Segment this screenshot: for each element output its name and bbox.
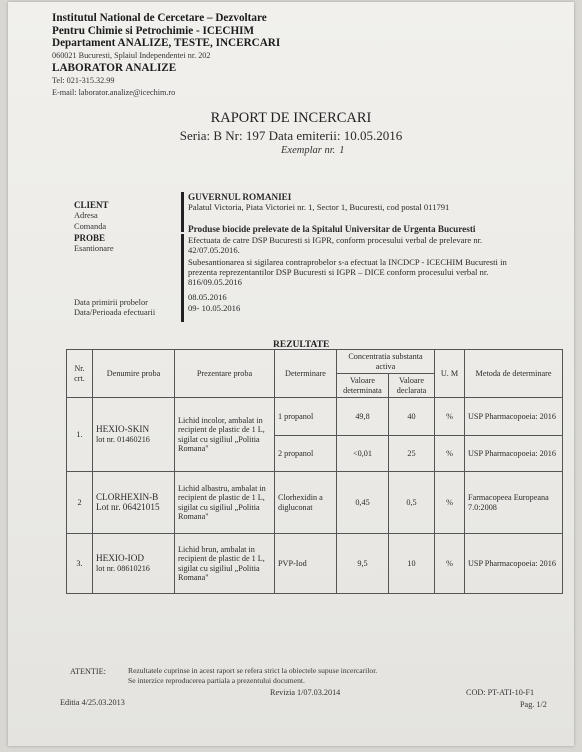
row-declared: 0,5	[389, 472, 435, 534]
lab-name: LABORATOR ANALIZE	[52, 62, 177, 74]
row-nr: 2	[67, 472, 93, 534]
sample-lot: lot nr. 01460216	[96, 434, 150, 444]
sample-name: CLORHEXIN-B	[96, 492, 159, 503]
institute-header	[52, 12, 280, 100]
lab-email: E-mail: laborator.analize@icechim.ro	[52, 88, 176, 97]
row-method: USP Pharmacopoeia: 2016	[465, 398, 563, 436]
col-nr: Nr. crt.	[67, 350, 93, 398]
col-determined: Valoare determinata	[337, 374, 389, 398]
row-nr: 3.	[67, 534, 93, 594]
address-value: Palatul Victoria, Piata Victoriei nr. 1, Sector 1, Bucuresti, cod postal 011791	[188, 202, 450, 212]
exemplar-number	[281, 145, 345, 156]
client-label: CLIENT	[74, 200, 109, 210]
department-name: Departament ANALIZE, TESTE, INCERCARI	[52, 37, 281, 49]
institute-name: Institutul National de Cercetare – Dezvoltare	[52, 12, 267, 24]
lab-phone: Tel: 021-315.32.99	[52, 75, 115, 85]
order-label: Comanda	[74, 222, 107, 231]
row-um: %	[435, 472, 465, 534]
row-declared: 10	[389, 534, 435, 594]
exemplar-value: 1	[339, 145, 345, 156]
col-declared: Valoare declarata	[389, 374, 435, 398]
row-determination: PVP-Iod	[275, 534, 337, 594]
table-header-row	[67, 350, 563, 374]
sampling-label: Esantionare	[74, 244, 114, 253]
sample-name: HEXIO-SKIN	[96, 424, 150, 435]
revision-text: Revizia 1/07.03.2014	[270, 688, 341, 697]
report-title: RAPORT DE INCERCARI	[210, 110, 372, 126]
row-nr: 1.	[67, 398, 93, 472]
row-determined: <0,01	[337, 436, 389, 472]
row-name	[93, 398, 175, 472]
col-presentation: Prezentare proba	[175, 350, 275, 398]
info-divider-bottom	[181, 234, 184, 322]
footer-notes	[128, 666, 448, 686]
row-declared: 25	[389, 436, 435, 472]
row-method: Farmacopeea Europeana 7.0:2008	[465, 472, 563, 534]
sampling-value-1: Efectuata de catre DSP Bucuresti si IGPR, conform procesului verbal de prelevare nr. 42/07.05.2016.	[188, 235, 483, 255]
row-determination: 2 propanol	[275, 436, 337, 472]
institute-address: 060021 Bucuresti, Splaiul Independentei nr. 202	[52, 50, 211, 60]
table-row	[67, 472, 563, 534]
col-name: Denumire proba	[93, 350, 175, 398]
edition-text: Editia 4/25.03.2013	[60, 698, 125, 707]
footer-note-2: Se interzice reproducerea partiala a prezentului document.	[128, 676, 305, 685]
row-method: USP Pharmacopoeia: 2016	[465, 534, 563, 594]
row-um: %	[435, 534, 465, 594]
form-code: COD: PT-ATI-10-F1	[466, 688, 535, 697]
info-divider-top	[181, 192, 184, 232]
col-concentration: Concentratia substanta activa	[337, 350, 435, 374]
sample-lot: Lot nr. 06421015	[96, 501, 160, 512]
row-presentation: Lichid albastru, ambalat in recipient de plastic de 1 L, sigilat cu sigiliul „Politia Romana"	[175, 472, 275, 534]
table-row	[67, 534, 563, 594]
institute-subname: Pentru Chimie si Petrochimie - ICECHIM	[52, 24, 255, 37]
col-um: U. M	[435, 350, 465, 398]
row-determined: 49,8	[337, 398, 389, 436]
received-value: 08.05.2016	[188, 292, 227, 302]
period-label: Data/Perioada efectuarii	[74, 308, 156, 317]
col-determination: Determinare	[275, 350, 337, 398]
sample-name: HEXIO-IOD	[96, 553, 144, 564]
probe-value: Produse biocide prelevate de la Spitalul Universitar de Urgenta Bucuresti	[188, 224, 476, 234]
sampling-value-2: Subesantionarea si sigilarea contraprobelor s-a efectuat la INCDCP - ICECHIM Bucuresti in prezenta reprezentantilor DSP Bucuresti si IGPR – DICE conform procesului verbal nr. 816/09.05.2016	[188, 257, 507, 287]
row-determined: 9,5	[337, 534, 389, 594]
row-presentation: Lichid brun, ambalat in recipient de plastic de 1 L, sigilat cu sigiliul „Politia Romana"	[175, 534, 275, 594]
report-series: Seria: B Nr: 197 Data emiterii: 10.05.2016	[179, 128, 403, 143]
attention-label: ATENTIE:	[70, 667, 106, 676]
row-um: %	[435, 436, 465, 472]
page-number: Pag. 1/2	[520, 700, 547, 709]
sample-lot: lot nr. 08610216	[96, 563, 150, 573]
report-page	[8, 2, 574, 746]
row-um: %	[435, 398, 465, 436]
row-method: USP Pharmacopoeia: 2016	[465, 436, 563, 472]
received-label: Data primirii probelor	[74, 298, 148, 307]
address-label: Adresa	[74, 211, 98, 220]
results-table	[66, 349, 563, 594]
probe-label: PROBE	[74, 233, 106, 243]
row-name	[93, 534, 175, 594]
exemplar-label: Exemplar nr.	[281, 145, 336, 156]
table-row	[67, 398, 563, 436]
row-declared: 40	[389, 398, 435, 436]
row-determination: 1 propanol	[275, 398, 337, 436]
results-title: REZULTATE	[273, 340, 330, 350]
row-determined: 0,45	[337, 472, 389, 534]
row-name	[93, 472, 175, 534]
row-presentation: Lichid incolor, ambalat in recipient de plastic de 1 L, sigilat cu sigiliul „Politia Romana"	[175, 398, 275, 472]
footer-note-1: Rezultatele cuprinse in acest raport se refera strict la obiectele supuse incercarilor.	[128, 666, 378, 675]
period-value: 09- 10.05.2016	[188, 303, 241, 313]
col-method: Metoda de determinare	[465, 350, 563, 398]
row-determination: Clorhexidin a digluconat	[275, 472, 337, 534]
client-value: GUVERNUL ROMANIEI	[188, 192, 292, 202]
